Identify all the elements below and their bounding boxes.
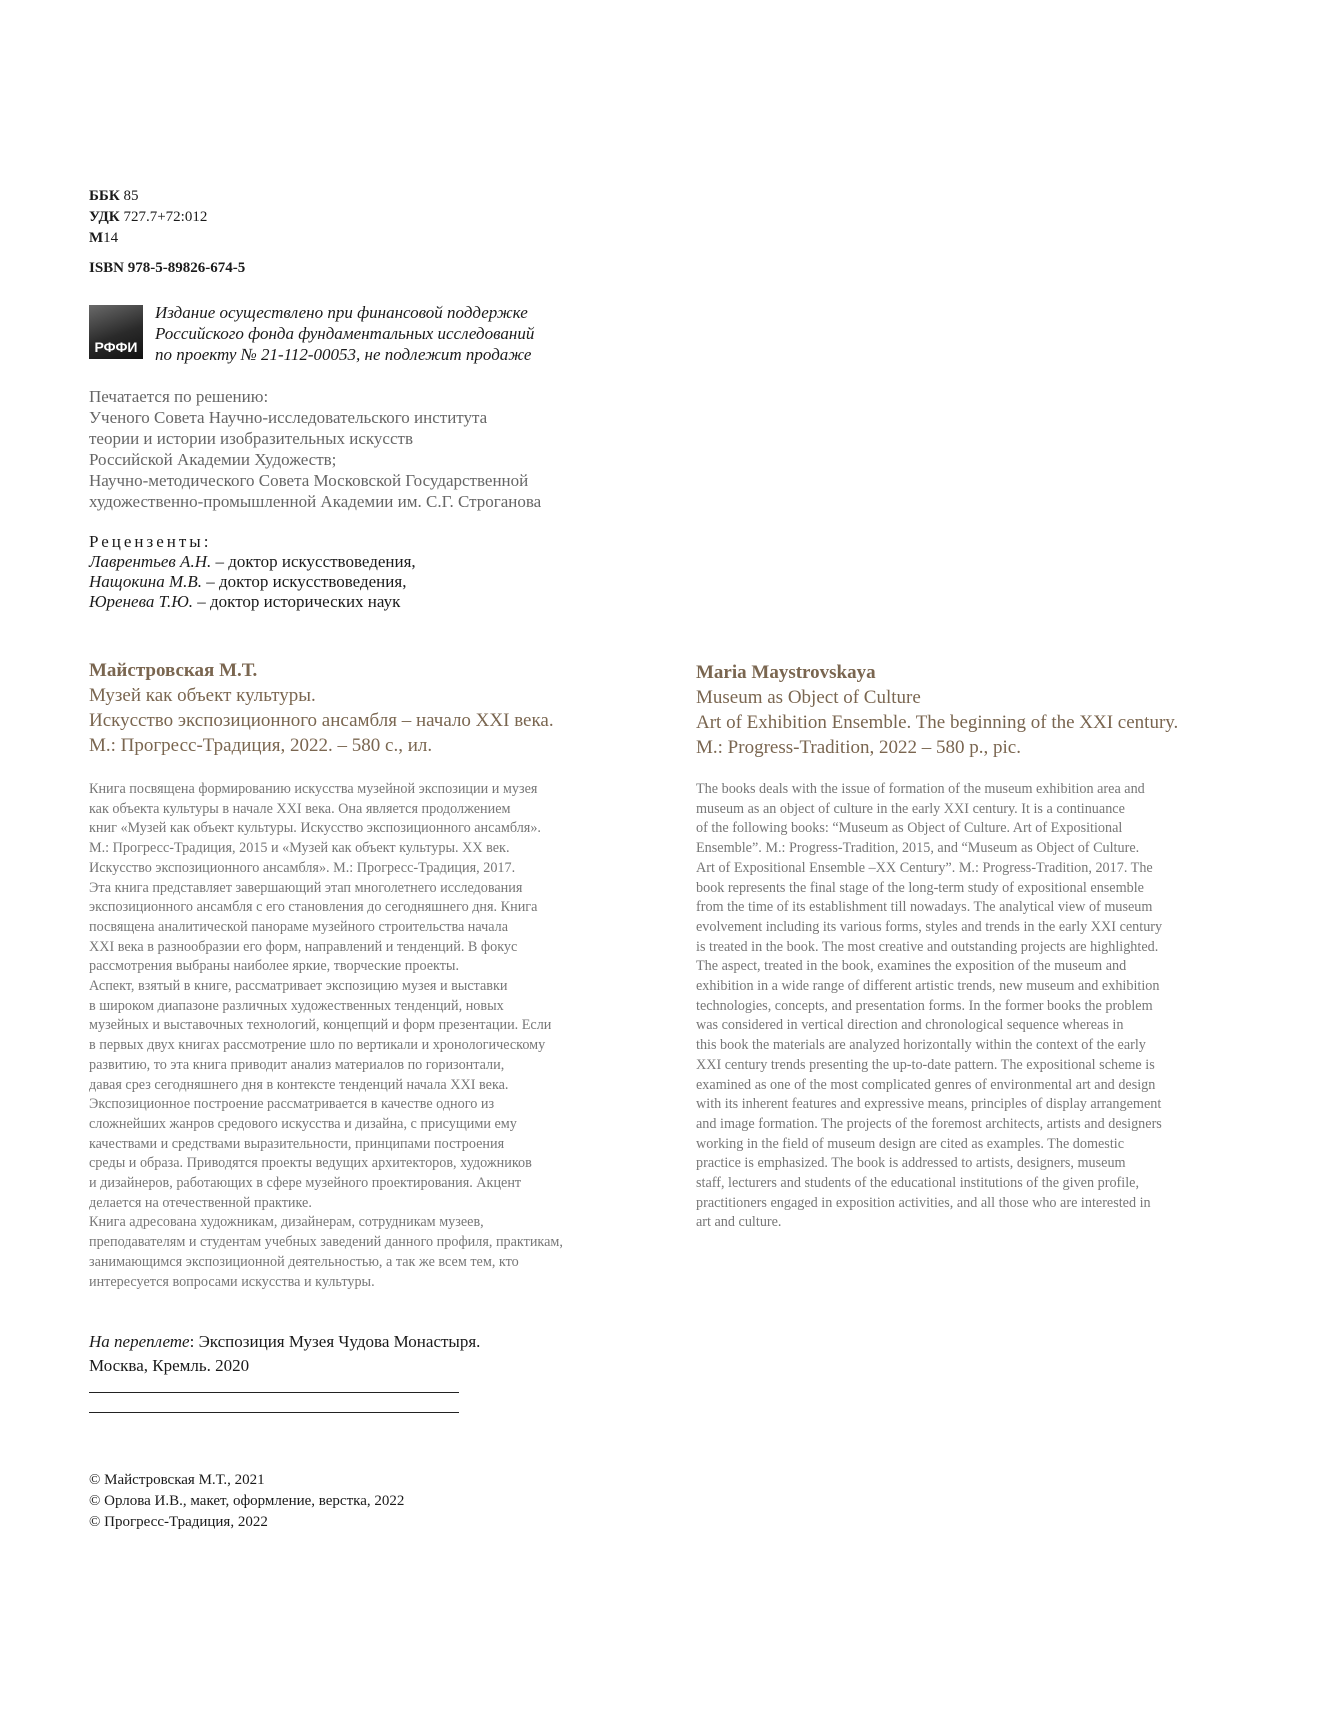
reviewer-role: – доктор исторических наук: [193, 592, 401, 611]
bibliographic-entry-ru: [89, 658, 554, 758]
decision-line: Научно-методического Совета Московской Государственной: [89, 471, 529, 490]
copyright-line: © Майстровская М.Т., 2021: [89, 1472, 265, 1488]
author-mark-value: 14: [103, 230, 119, 246]
abstract-text: Книга посвящена формированию искусства музейной экспозиции и музея как объекта культуры в начале XXI века. Она является продолжением книг «Музей как объект культуры. Искусство экспозиционного ансамбля». М.: Прогресс-Традиция, 2015 и «Музей как объект культуры. XX век. Искусство экспозиционного ансамбля». М.: Прогресс-Традиция, 2017. Эта книга представляет завершающий этап многолетнего исследования экспозиционного ансамбля с его становления до сегодняшнего дня. Книга посвящена аналитической панораме музейного строительства начала XXI века в разнообразии его форм, направлений и тенденций. В фокус рассмотрения выбраны наиболее яркие, творческие проекты. Аспект, взятый в книге, рассматривает экспозицию музея и выставки в широком диапазоне различных художественных тенденций, новых музейных и выставочных технологий, концепций и форм презентации. Если в первых двух книгах рассмотрение шло по вертикали и хронологическому развитию, то эта книга приводит анализ материалов по горизонтали, давая срез сегодняшнего дня в контексте тенденций начала XXI века. Экспозиционное построение рассматривается в качестве одного из сложнейших жанров средового искусства и дизайна, с присущими ему качествами и средствами выразительности, принципами построения среды и образа. Приводятся проекты ведущих архитекторов, художников и дизайнеров, работающих в сфере музейного проектирования. Акцент делается на отечественной практике. Книга адресована художникам, дизайнерам, сотрудникам музеев, преподавателям и студентам учебных заведений данного профиля, практикам, занимающимся экспозиционной деятельностью, а так же всем тем, кто интересуется вопросами искусства и культуры.: [89, 781, 563, 1290]
abstract-text: The books deals with the issue of formation of the museum exhibition area and museum as an object of culture in the early XXI century. It is a continuance of the following books: “Museum as Object of Culture. Art of Expositional Ensemble”. M.: Progress-Tradition, 2015, and “Museum as Object of Culture. Art of Expositional Ensemble –XX Century”. M.: Progress-Tradition, 2017. The book represents the final stage of the long-term study of expositional ensemble from the time of its establishment till nowadays. The analytical view of museum evolvement including its various forms, styles and trends in the early XXI century is treated in the book. The most creative and outstanding projects are highlighted. The aspect, treated in the book, examines the exposition of the museum and exhibition in a wide range of different artistic trends, new museum and exhibition technologies, concepts, and presentation forms. In the former books the problem was considered in vertical direction and chronological sequence whereas in this book the materials are analyzed horizontally within the context of the early XXI century trends presenting the up-to-date pattern. The expositional scheme is examined as one of the most complicated genres of environmental art and design with its inherent features and expressive means, principles of display arrangement and image formation. The projects of the foremost architects, artists and designers working in the field of museum design are cited as examples. The domestic practice is emphasized. The book is addressed to artists, designers, museum staff, lecturers and students of the educational institutions of the given profile, practitioners engaged in exposition activities, and all those who are interested in art and culture.: [696, 781, 1163, 1231]
bbk-value: 85: [119, 188, 139, 204]
reviewer-name: Нащокина М.В.: [89, 572, 202, 591]
divider: [89, 1412, 459, 1413]
book-subtitle: Искусство экспозиционного ансамбля – начало XXI века.: [89, 710, 554, 731]
rffi-logo-icon: [89, 305, 143, 359]
author-name: Майстровская М.Т.: [89, 660, 258, 681]
cover-text: : Экспозиция Музея Чудова Монастыря.: [189, 1332, 481, 1351]
udk-value: 727.7+72:012: [119, 209, 208, 225]
cover-line: [89, 1330, 480, 1354]
author-name: Maria Maystrovskaya: [696, 662, 876, 683]
divider: [89, 1392, 459, 1393]
isbn: ISBN 978-5-89826-674-5: [89, 260, 246, 276]
abstract-en: [696, 780, 1251, 1233]
decision-line: Российской Академии Художеств;: [89, 450, 337, 469]
funding-line: Издание осуществлено при финансовой поддержке: [155, 303, 528, 322]
decision-line: теории и истории изобразительных искусств: [89, 429, 413, 448]
decision-line: Печатается по решению:: [89, 387, 269, 406]
book-title: Музей как объект культуры.: [89, 685, 316, 706]
udk-line: [89, 207, 207, 228]
reviewer-name: Лаврентьев А.Н.: [89, 552, 212, 571]
bbk-label: ББК: [89, 188, 120, 204]
reviewer-role: – доктор искусствоведения,: [202, 572, 407, 591]
reviewers: [89, 532, 416, 612]
rffi-logo-text: РФФИ: [94, 339, 138, 355]
book-subtitle: Art of Exhibition Ensemble. The beginning of the XXI century.: [696, 712, 1179, 733]
book-imprint: M.: Progress-Tradition, 2022 – 580 p., pic.: [696, 737, 1021, 758]
copyright-line: © Прогресс-Традиция, 2022: [89, 1514, 268, 1530]
book-imprint: М.: Прогресс-Традиция, 2022. – 580 с., ил.: [89, 735, 433, 756]
reviewers-title: Рецензенты:: [89, 532, 212, 551]
funding-line: Российского фонда фундаментальных исследований: [155, 324, 535, 343]
book-title: Museum as Object of Culture: [696, 687, 921, 708]
copyright: [89, 1470, 404, 1533]
copyright-line: © Орлова И.В., макет, оформление, верстка, 2022: [89, 1493, 405, 1509]
udk-label: УДК: [89, 209, 120, 225]
reviewer-role: – доктор искусствоведения,: [211, 552, 416, 571]
reviewer: [89, 552, 416, 572]
author-mark-label: М: [89, 230, 104, 246]
classification-codes: [89, 186, 207, 249]
author-mark-line: [89, 228, 207, 249]
bibliographic-entry-en: [696, 660, 1178, 760]
cover-label: На переплете: [89, 1332, 190, 1351]
funding-line: по проекту № 21-112-00053, не подлежит продаже: [155, 345, 532, 364]
abstract-ru: [89, 780, 649, 1292]
decision-line: художественно-промышленной Академии им. С.Г. Строганова: [89, 492, 542, 511]
publishing-decision: [89, 386, 541, 512]
reviewer: [89, 572, 416, 592]
cover-line: Москва, Кремль. 2020: [89, 1356, 250, 1375]
decision-line: Ученого Совета Научно-исследовательского института: [89, 408, 488, 427]
funding-note: [155, 302, 534, 365]
reviewer: [89, 592, 416, 612]
bbk-line: [89, 186, 207, 207]
cover-note: [89, 1330, 480, 1378]
reviewer-name: Юренева Т.Ю.: [89, 592, 194, 611]
